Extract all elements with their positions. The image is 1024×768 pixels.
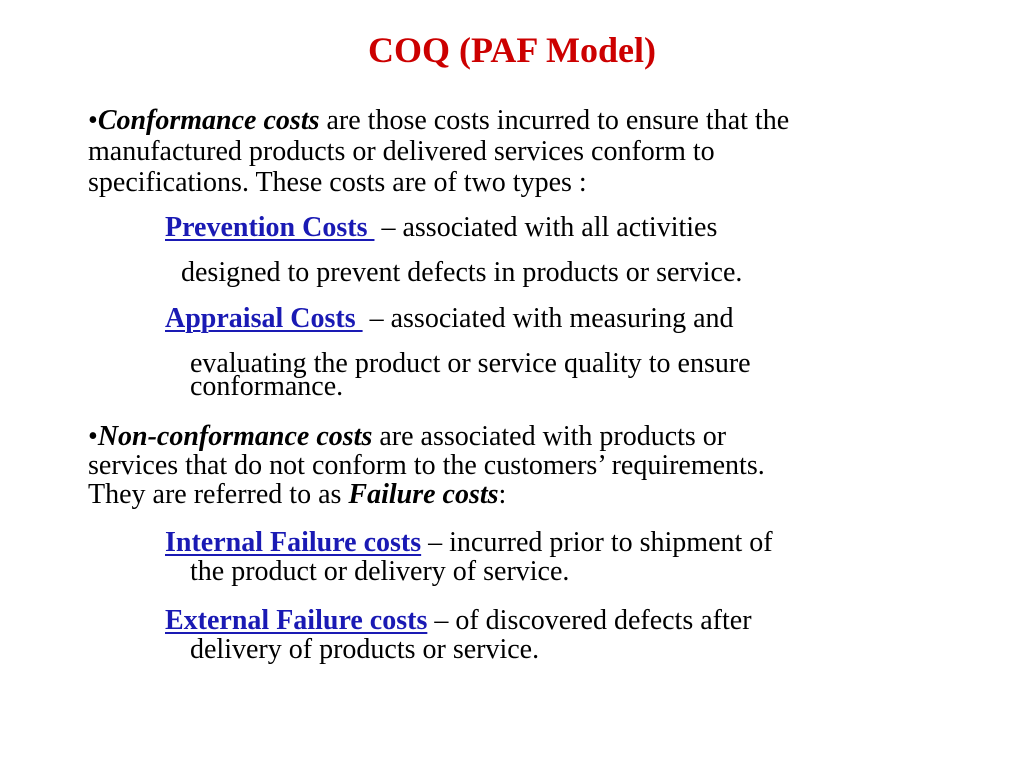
prevention-costs-line-2: designed to prevent defects in products or service. [181,257,743,288]
failure-costs-term: Failure costs [348,479,499,510]
appraisal-costs-line-2: evaluating the product or service quality to ensure [190,348,751,379]
prevention-costs-term: Prevention Costs [165,212,375,243]
conformance-line-2: manufactured products or delivered services conform to [88,136,715,167]
appraisal-costs-line-3: conformance. [190,371,344,402]
prevention-costs-item [165,213,717,243]
internal-failure-costs-term: Internal Failure costs [165,527,422,558]
external-failure-costs-item [165,606,752,636]
bullet: • [88,421,98,452]
nonconformance-bullet-line-1 [88,422,726,452]
appraisal-costs-item [165,304,734,334]
nonconformance-line-3 [88,480,506,510]
slide-title: COQ (PAF Model) [368,30,656,70]
conformance-text: are those costs incurred to ensure that the [319,105,790,136]
nonconformance-text: are associated with products or [372,421,727,452]
nonconformance-line-3-prefix: They are referred to as [88,479,349,510]
nonconformance-line-3-suffix: : [498,479,507,510]
internal-failure-costs-item [165,528,773,558]
bullet: • [88,105,98,136]
external-failure-costs-text: – of discovered defects after [427,605,752,636]
appraisal-costs-text: – associated with measuring and [362,303,734,334]
external-failure-costs-line-2: delivery of products or service. [190,634,540,665]
conformance-costs-term: Conformance costs [97,105,320,136]
prevention-costs-text: – associated with all activities [374,212,718,243]
appraisal-costs-term: Appraisal Costs [165,303,363,334]
nonconformance-line-2: services that do not conform to the customers’ requirements. [88,450,765,481]
external-failure-costs-term: External Failure costs [165,605,428,636]
nonconformance-costs-term: Non-conformance costs [97,421,373,452]
conformance-bullet-line-1 [88,106,789,136]
conformance-line-3: specifications. These costs are of two types : [88,167,587,198]
internal-failure-costs-line-2: the product or delivery of service. [190,556,570,587]
internal-failure-costs-text: – incurred prior to shipment of [421,527,773,558]
